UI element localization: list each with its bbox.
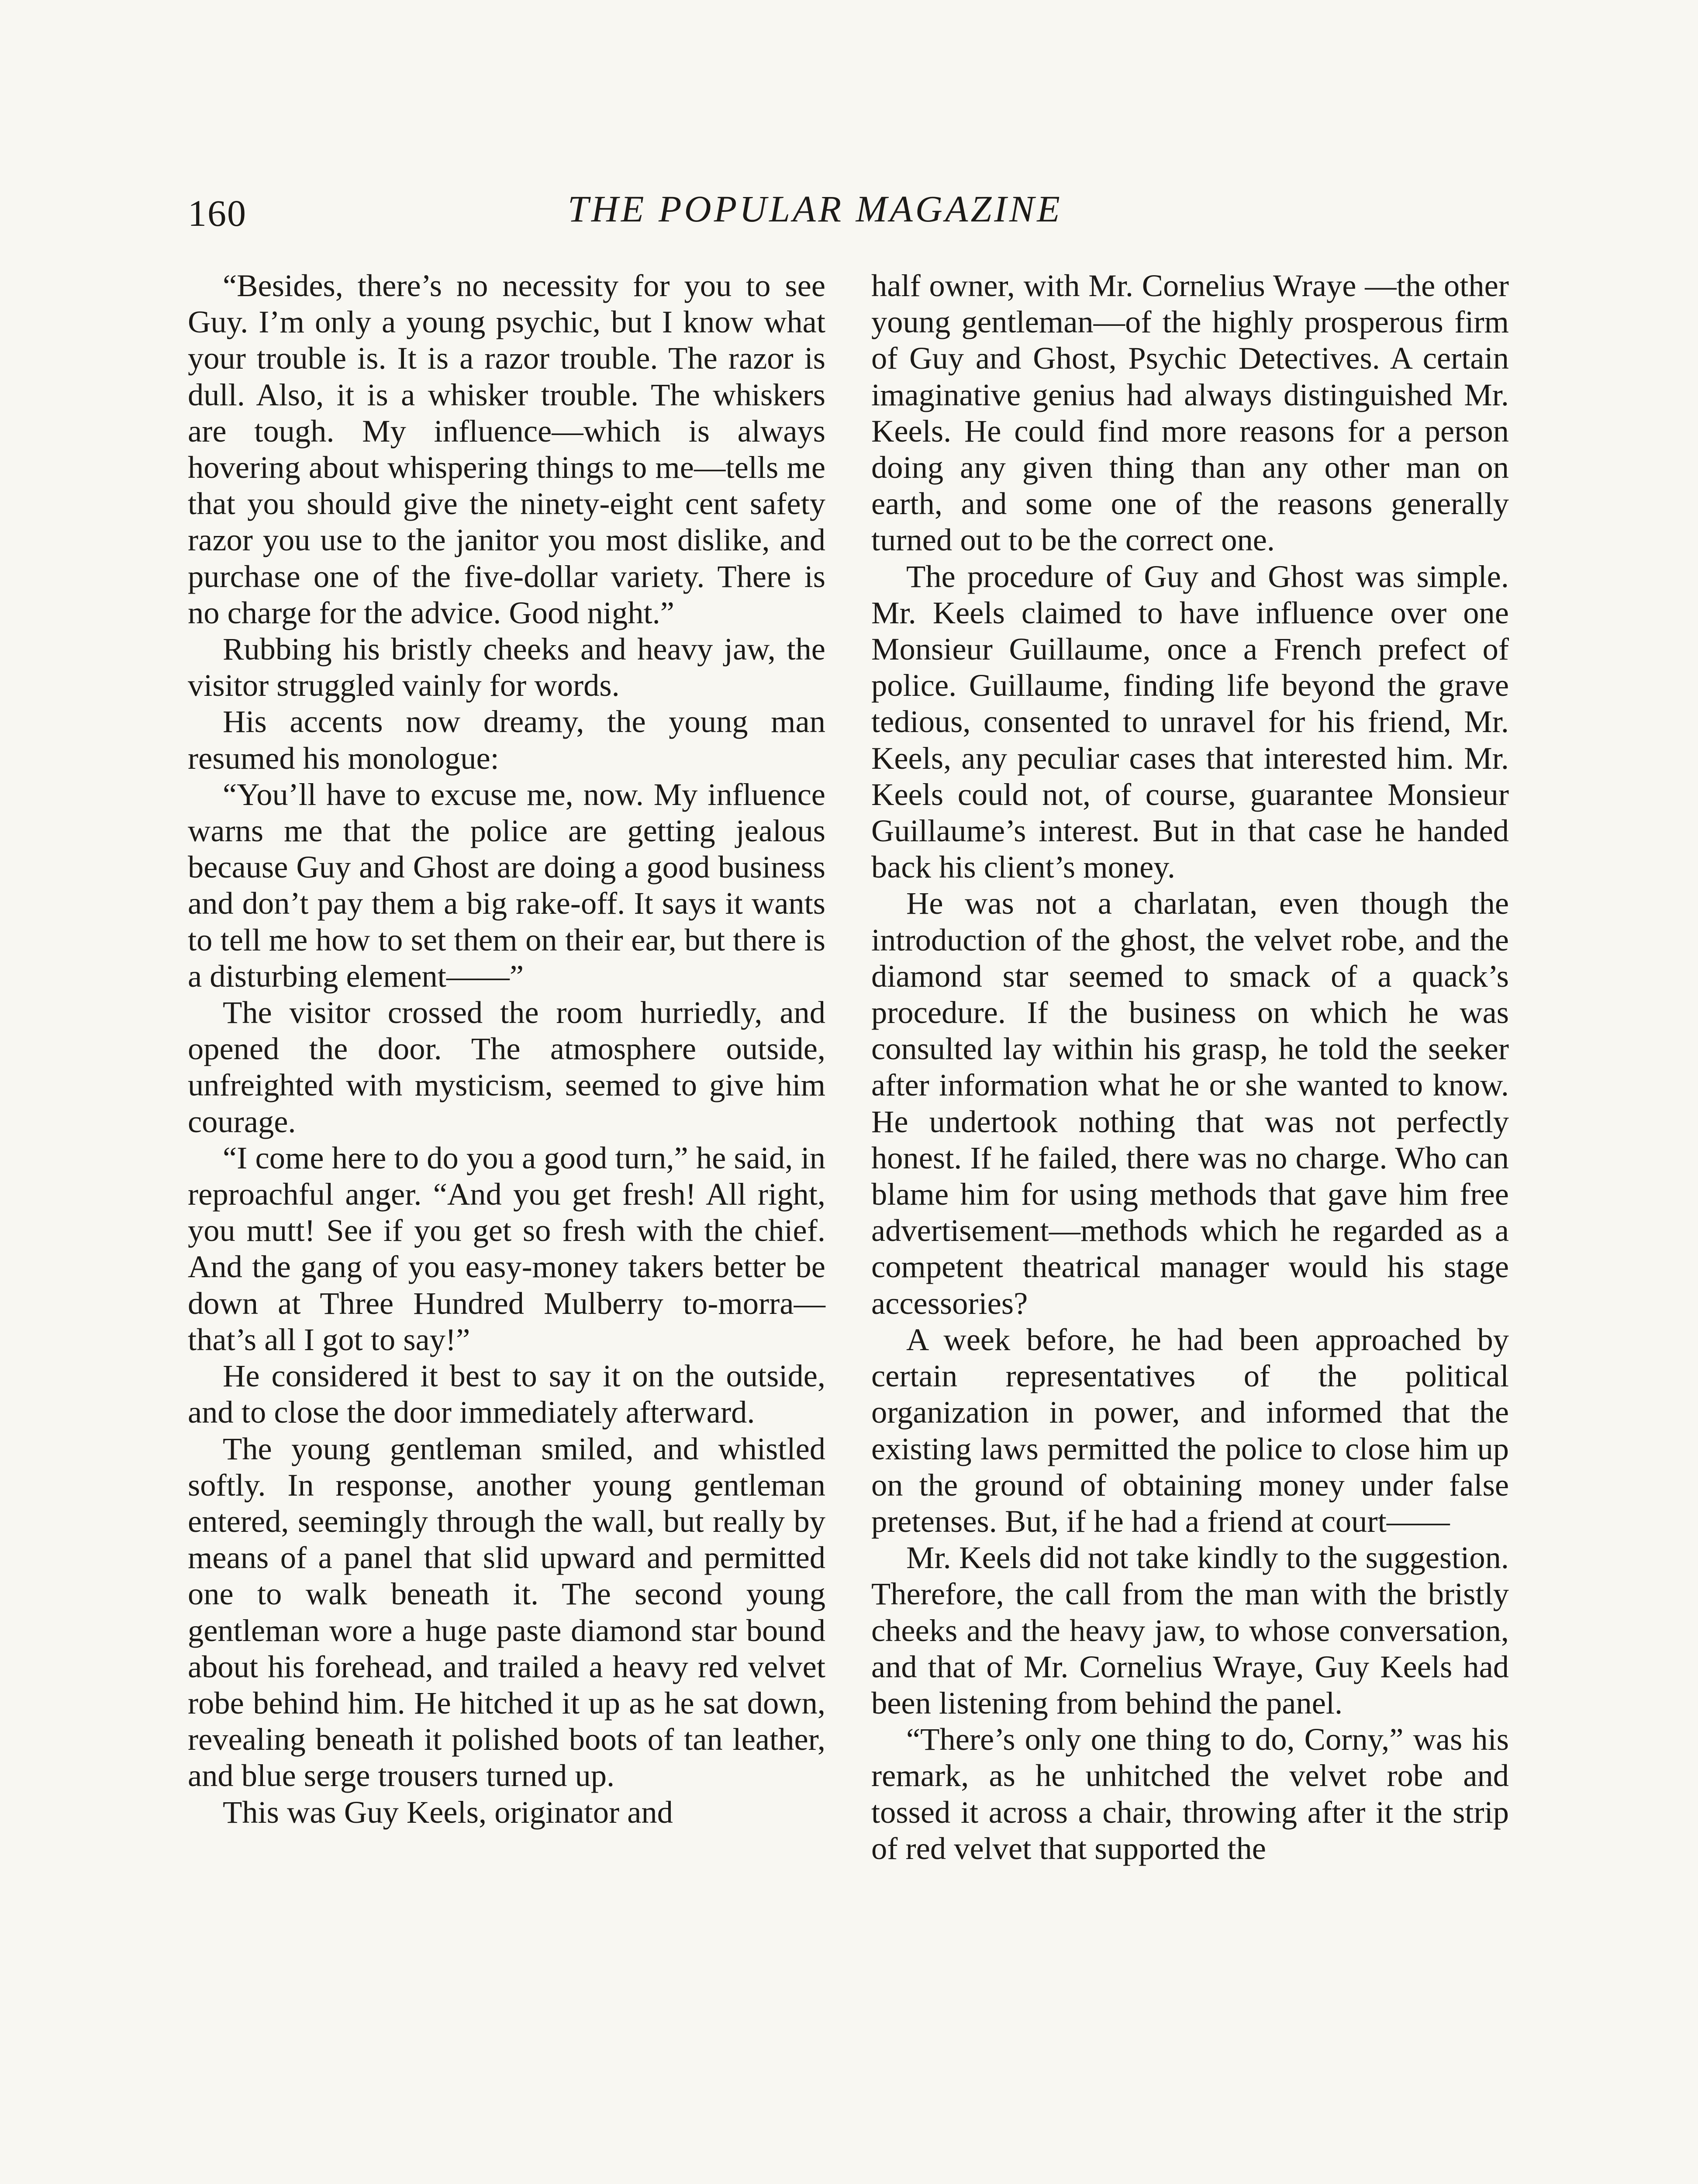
page-header	[188, 187, 1129, 244]
left-column-paragraph: The visitor crossed the room hurriedly, and opened the door. The atmosphere outside, unfreighted with mysticism, seemed to give him courage.	[188, 995, 825, 1139]
running-head-title: THE POPULAR MAGAZINE	[568, 188, 1063, 230]
left-column-paragraph: “I come here to do you a good turn,” he said, in reproachful anger. “And you get fresh! All right, you mutt! See if you get so fresh with the chief. And the gang of you easy-money takers better be down at Three Hundred Mulberry to-morra—that’s all I got to say!”	[188, 1140, 825, 1357]
left-column-paragraph: The young gentleman smiled, and whistled softly. In response, another young gentleman entered, seemingly through the wall, but really by means of a panel that slid upward and permitted one to walk beneath it. The second young gentleman wore a huge paste diamond star bound about his forehead, and trailed a heavy red velvet robe behind him. He hitched it up as he sat down, revealing beneath it polished boots of tan leather, and blue serge trousers turned up.	[188, 1431, 825, 1794]
left-column-paragraph: He considered it best to say it on the outside, and to close the door immediately afterward.	[188, 1358, 825, 1430]
left-column-paragraph: This was Guy Keels, originator and	[223, 1794, 673, 1830]
left-column-paragraph: “Besides, there’s no necessity for you to see Guy. I’m only a young psychic, but I know what your trouble is. It is a razor trouble. The razor is dull. Also, it is a whisker trouble. The whiskers are tough. My influence—which is always hovering about whispering things to me—tells me that you should give the ninety-eight cent safety razor you use to the janitor you most dislike, and purchase one of the five-dollar variety. There is no charge for the advice. Good night.”	[188, 268, 825, 630]
right-column-paragraph: A week before, he had been approached by certain representatives of the political organization in power, and informed that the existing laws permitted the police to close him up on the ground of obtaining money under false pretenses. But, if he had a friend at court——	[871, 1321, 1509, 1539]
left-column-paragraph: Rubbing his bristly cheeks and heavy jaw, the visitor struggled vainly for words.	[188, 631, 825, 703]
left-column-paragraph: His accents now dreamy, the young man resumed his monologue:	[188, 704, 825, 776]
right-text-column	[871, 267, 1509, 1866]
left-column-paragraph: “You’ll have to excuse me, now. My influence warns me that the police are getting jealous because Guy and Ghost are doing a good business and don’t pay them a big rake-off. It says it wants to tell me how to set them on their ear, but there is a disturbing element——”	[188, 776, 825, 994]
right-column-paragraph: “There’s only one thing to do, Corny,” was his remark, as he unhitched the velvet robe and tossed it across a chair, throwing after it the strip of red velvet that supported the	[871, 1721, 1509, 1866]
left-text-column	[188, 267, 825, 1830]
right-column-paragraph: half owner, with Mr. Cornelius Wraye —the other young gentleman—of the highly prosperous firm of Guy and Ghost, Psychic Detectives. A certain imaginative genius had always distinguished Mr. Keels. He could find more reasons for a person doing any given thing than any other man on earth, and some one of the reasons generally turned out to be the correct one.	[871, 268, 1509, 558]
right-column-paragraph: He was not a charlatan, even though the introduction of the ghost, the velvet robe, and the diamond star seemed to smack of a quack’s procedure. If the business on which he was consulted lay within his grasp, he told the seeker after information what he or she wanted to know. He undertook nothing that was not perfectly honest. If he failed, there was no charge. Who can blame him for using methods that gave him free advertisement—methods which he regarded as a competent theatrical manager would his stage accessories?	[871, 885, 1509, 1321]
right-column-paragraph: The procedure of Guy and Ghost was simple. Mr. Keels claimed to have influence over one Monsieur Guillaume, once a French prefect of police. Guillaume, finding life beyond the grave tedious, consented to unravel for his friend, Mr. Keels, any peculiar cases that interested him. Mr. Keels could not, of course, guarantee Monsieur Guillaume’s interest. But in that case he handed back his client’s money.	[871, 558, 1509, 885]
right-column-paragraph: Mr. Keels did not take kindly to the suggestion. Therefore, the call from the man with the bristly cheeks and the heavy jaw, to whose conversation, and that of Mr. Cornelius Wraye, Guy Keels had been listening from behind the panel.	[871, 1540, 1509, 1721]
page-number: 160	[188, 192, 247, 234]
